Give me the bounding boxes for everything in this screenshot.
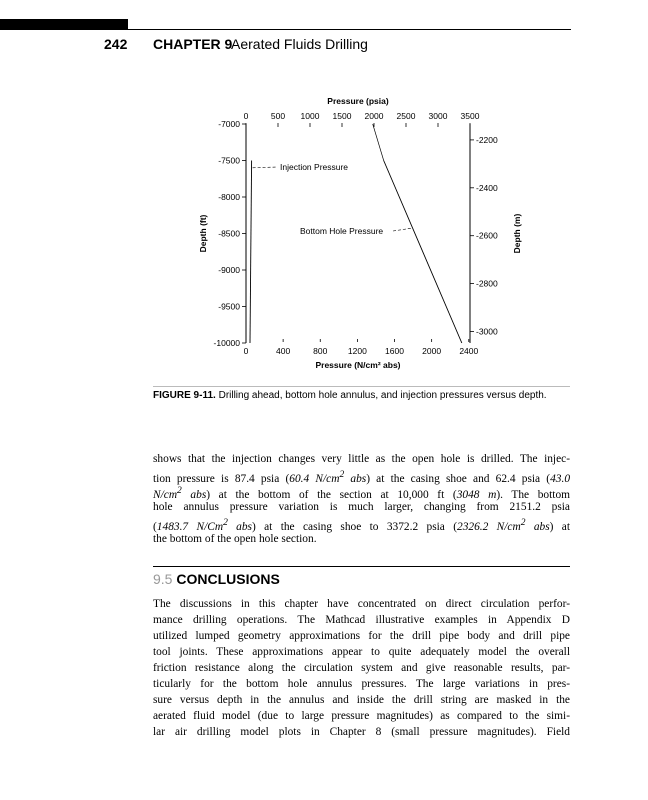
bottom-axis-tick-label: 1200 — [347, 346, 367, 356]
right-axis-tick-label: -2400 — [476, 182, 498, 193]
paragraph-line: mance drilling operations. The Mathcad illustrative examples in Appendix D — [153, 614, 570, 626]
injection-pressure-leader — [253, 167, 277, 168]
right-axis-tick-label: -2600 — [476, 230, 498, 241]
top-axis-tick-label: 0 — [243, 111, 249, 121]
right-axis-tick-label: -2200 — [476, 134, 498, 145]
bottom-axis-label: Pressure (N/cm² abs) — [315, 360, 401, 370]
bhp-cased-section-line — [373, 124, 384, 161]
body-paragraph-1 — [153, 451, 570, 547]
top-axis-tick-label: 1500 — [332, 111, 352, 121]
paragraph-line: (1483.7 N/Cm$^2$ abs) at the casing shoe to 3372.2 psia (2326.2 $N/cm^2$ abs) at — [153, 518, 571, 533]
bottom-hole-pressure-leader — [393, 228, 412, 231]
bottom-axis-tick-label: 1600 — [385, 346, 404, 356]
header-bar — [0, 19, 128, 30]
chapter-title: Aerated Fluids Drilling — [231, 36, 368, 52]
paragraph-line: lar air drilling model plots in Chapter 8 (small pressure magnitudes). Field — [153, 726, 570, 738]
top-axis-tick-label: 2000 — [364, 111, 384, 121]
page-number: 242 — [104, 36, 128, 52]
top-axis-tick-label: 3500 — [460, 111, 480, 121]
paragraph-line: shows that the injection changes very little as the open hole is drilled. The injec- — [153, 453, 570, 465]
injection-pressure-line — [250, 161, 252, 344]
header-rule — [128, 29, 571, 30]
paragraph-line: $N/cm^2$ abs) at the bottom of the section at 10,000 ft (3048 m). The bottom — [153, 486, 570, 501]
top-axis-tick-label: 2500 — [396, 111, 416, 121]
bottom-axis-tick-label: 0 — [243, 346, 249, 356]
left-axis-tick-label: -9500 — [218, 301, 240, 312]
caption-rule — [153, 386, 570, 387]
bottom-axis-tick-label: 800 — [313, 346, 328, 356]
left-axis-tick-label: -7000 — [218, 119, 240, 129]
section-number: 9.5 — [153, 571, 173, 587]
right-axis-tick-label: -2800 — [476, 278, 498, 289]
top-axis-label: Pressure (psia) — [327, 96, 389, 106]
paragraph-line: aerated fluid model (due to large pressure magnitudes) as compared to the simi- — [153, 710, 570, 722]
paragraph-line: the bottom of the open hole section. — [153, 533, 317, 545]
right-axis-label: Depth (m) — [512, 213, 522, 254]
pressure-depth-chart — [190, 90, 540, 375]
paragraph-line: hole annulus pressure variation is much larger, changing from 2151.2 psia — [153, 501, 570, 513]
bottom-axis-tick-label: 400 — [276, 346, 291, 356]
section-heading — [153, 571, 280, 587]
left-axis-tick-label: -9000 — [218, 265, 240, 275]
chapter-label: CHAPTER 9 — [153, 36, 233, 52]
section-rule — [153, 566, 570, 567]
bottom-axis-tick-label: 2400 — [459, 346, 479, 356]
left-axis-tick-label: -8500 — [218, 228, 240, 239]
body-paragraph-2 — [153, 596, 570, 740]
figure-caption-text: Drilling ahead, bottom hole annulus, and injection pressures versus depth. — [218, 390, 547, 401]
left-axis-tick-label: -7500 — [218, 155, 240, 166]
top-axis-tick-label: 1000 — [300, 111, 320, 121]
top-axis-tick-label: 3000 — [428, 111, 448, 121]
bottom-hole-pressure-line — [384, 161, 462, 344]
left-axis-tick-label: -10000 — [213, 338, 240, 348]
paragraph-line: The discussions in this chapter have concentrated on direct circulation perfor- — [153, 598, 570, 610]
figure-caption — [153, 390, 570, 401]
left-axis-tick-label: -8000 — [218, 192, 240, 202]
paragraph-line: ticularly for the bottom hole annulus pressures. The large variations in pres- — [153, 678, 570, 690]
figure-label: FIGURE 9-11. — [153, 390, 216, 401]
injection-pressure-annotation: Injection Pressure — [280, 162, 349, 172]
right-axis-tick-label: -3000 — [476, 326, 498, 337]
left-axis-label: Depth (ft) — [198, 214, 208, 253]
paragraph-line: sure versus depth in the annulus and inside the drill string are masked in the — [153, 694, 570, 706]
section-title: CONCLUSIONS — [176, 571, 280, 587]
bottom-hole-pressure-annotation: Bottom Hole Pressure — [300, 226, 384, 236]
top-axis-tick-label: 500 — [270, 111, 286, 121]
bottom-axis-tick-label: 2000 — [422, 346, 442, 356]
paragraph-line: utilized lumped geometry approximations for the drill pipe body and drill pipe — [153, 630, 570, 642]
paragraph-line: tool joints. These approximations appear to quite adequately model the overall — [153, 646, 570, 658]
paragraph-line: friction resistance along the circulation system and give reasonable results, par- — [153, 662, 570, 674]
paragraph-line: tion pressure is 87.4 psia (60.4 $N/cm^2$ abs) at the casing shoe and 62.4 psia (43.0 — [153, 470, 571, 485]
